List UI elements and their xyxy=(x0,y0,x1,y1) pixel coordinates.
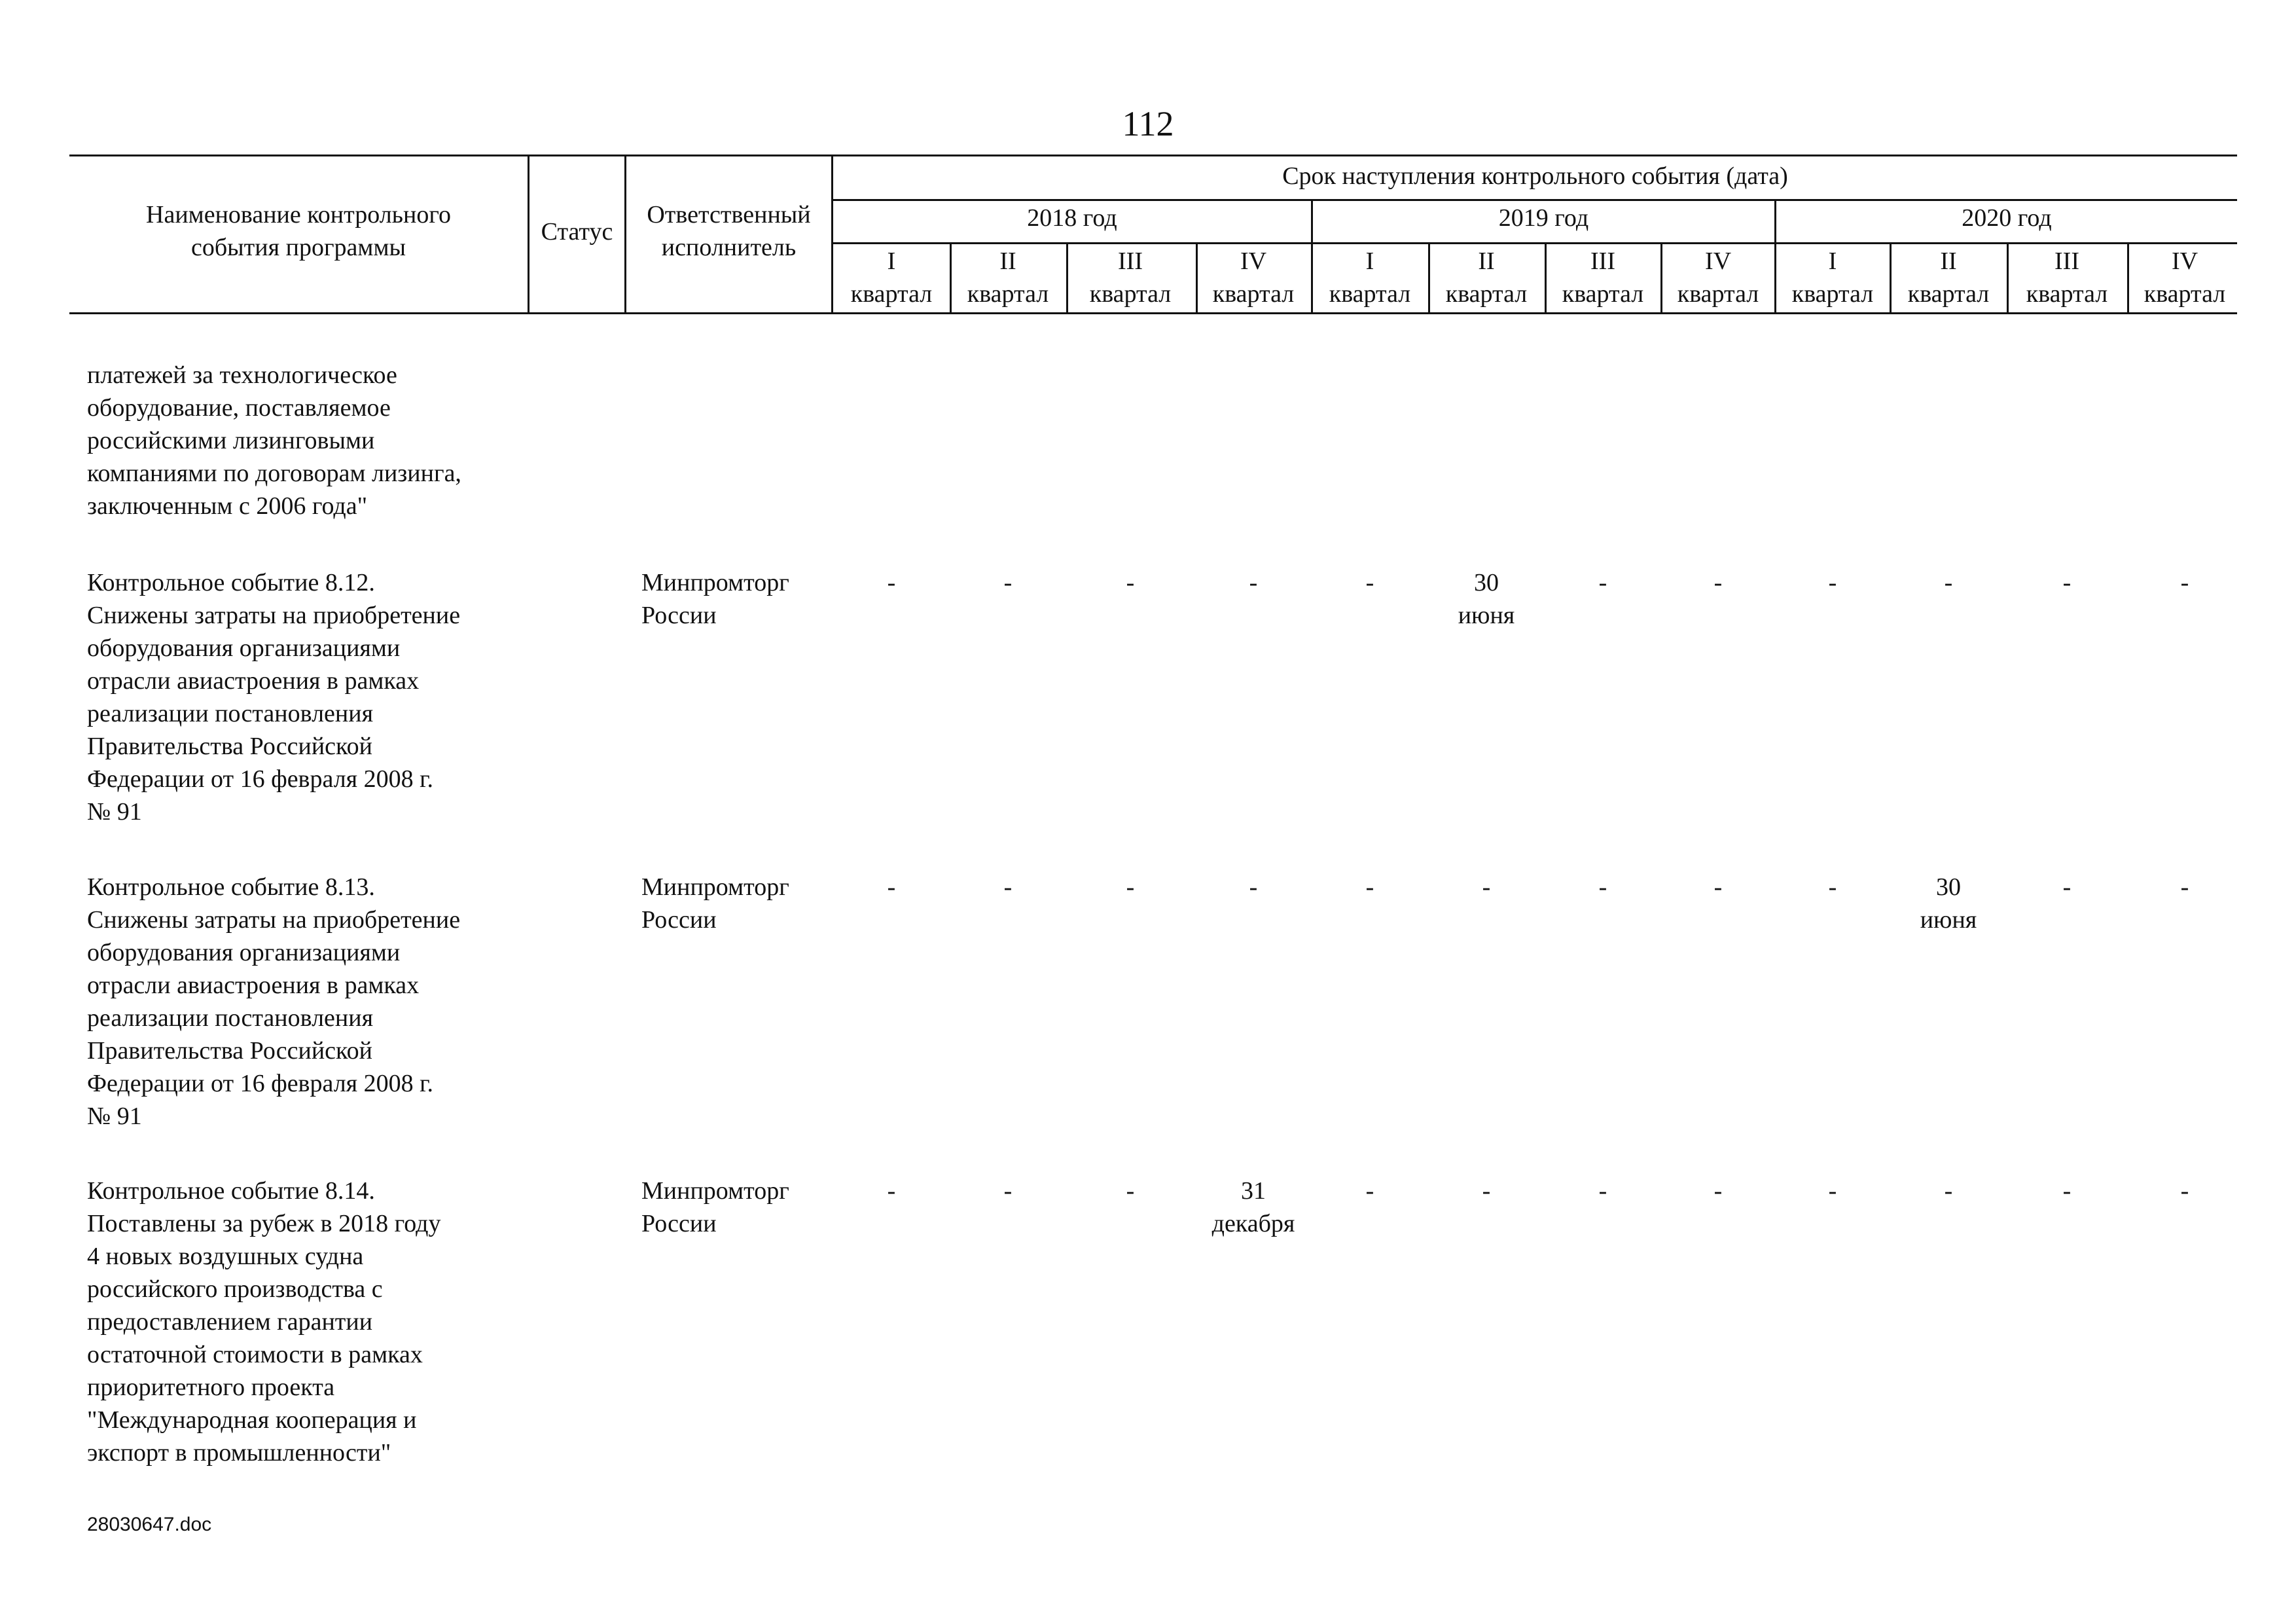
header-executor xyxy=(626,198,831,264)
event-name-line: приоритетного проекта xyxy=(87,1374,335,1401)
quarter-value-line: - xyxy=(2180,873,2189,901)
table-header-bottom-line xyxy=(69,312,2237,314)
quarter-header xyxy=(2126,245,2244,310)
header-dates: Срок наступления контрольного события (дата) xyxy=(1282,162,1788,190)
quarter-numeral: II xyxy=(1478,247,1495,275)
quarter-value xyxy=(949,1175,1067,1207)
quarter-value xyxy=(2008,871,2126,903)
quarter-value xyxy=(1659,566,1777,599)
quarter-numeral: IV xyxy=(2171,247,2198,275)
event-name-line: Контрольное событие 8.14. xyxy=(87,1177,375,1205)
quarter-value-line: 30 xyxy=(1936,873,1961,901)
quarter-header xyxy=(1544,245,1662,310)
quarter-value-line: - xyxy=(1598,1177,1607,1205)
quarter-numeral: IV xyxy=(1240,247,1267,275)
quarter-value xyxy=(833,1175,950,1207)
quarter-header xyxy=(833,245,950,310)
event-name-line: заключенным с 2006 года" xyxy=(87,492,368,520)
header-executor-line: Ответственный xyxy=(647,201,811,228)
executor-line: России xyxy=(641,906,717,934)
quarter-numeral: II xyxy=(999,247,1016,275)
quarter-numeral: II xyxy=(1940,247,1957,275)
quarter-word: квартал xyxy=(1445,280,1528,308)
event-name-line: Федерации от 16 февраля 2008 г. xyxy=(87,765,433,793)
quarter-value xyxy=(1544,566,1662,599)
quarter-word: квартал xyxy=(1677,280,1759,308)
quarter-value-line: - xyxy=(2180,569,2189,596)
quarter-value-line: - xyxy=(2062,1177,2072,1205)
header-name xyxy=(69,198,528,264)
event-name xyxy=(87,871,532,1133)
quarter-value-line: - xyxy=(1482,1177,1491,1205)
quarter-value xyxy=(1659,1175,1777,1207)
quarter-value xyxy=(1890,566,2007,599)
event-name-line: № 91 xyxy=(87,798,142,826)
quarter-value-line: - xyxy=(1944,1177,1953,1205)
event-name-line: 4 новых воздушных судна xyxy=(87,1243,364,1270)
quarter-value-line: - xyxy=(1003,569,1013,596)
quarter-value xyxy=(949,566,1067,599)
document-id: 28030647.doc xyxy=(87,1514,212,1535)
quarter-value xyxy=(1544,1175,1662,1207)
quarter-header xyxy=(1774,245,1892,310)
quarter-value-line: - xyxy=(1365,873,1374,901)
event-name-line: Снижены затраты на приобретение xyxy=(87,602,461,629)
event-name-line: реализации постановления xyxy=(87,1004,374,1032)
page-number: 112 xyxy=(1122,104,1174,143)
quarter-word: квартал xyxy=(1791,280,1874,308)
quarter-value xyxy=(1427,871,1545,903)
table-top-line xyxy=(69,155,2237,156)
quarter-header xyxy=(1890,245,2007,310)
quarter-value-line: - xyxy=(1482,873,1491,901)
event-name-line: "Международная кооперация и xyxy=(87,1406,417,1434)
quarter-header xyxy=(1659,245,1777,310)
quarter-value xyxy=(2008,1175,2126,1207)
quarter-value xyxy=(833,871,950,903)
executor-line: России xyxy=(641,1210,717,1237)
quarter-word: квартал xyxy=(1907,280,1990,308)
year-2019: 2019 год xyxy=(1498,204,1589,232)
executor-line: Минпромторг xyxy=(641,1177,789,1205)
event-name-line: реализации постановления xyxy=(87,700,374,727)
quarter-value-line: - xyxy=(2180,1177,2189,1205)
responsible-executor xyxy=(641,1175,789,1240)
year-2020: 2020 год xyxy=(1962,204,2052,232)
quarter-value-line: - xyxy=(1598,569,1607,596)
quarter-value-line: 31 xyxy=(1241,1177,1266,1205)
quarter-word: квартал xyxy=(850,280,933,308)
executor-line: Минпромторг xyxy=(641,873,789,901)
quarter-value-line: - xyxy=(1126,873,1135,901)
event-name-line: Снижены затраты на приобретение xyxy=(87,906,461,934)
quarter-numeral: I xyxy=(1365,247,1374,275)
quarter-numeral: III xyxy=(2054,247,2079,275)
event-name-line: Поставлены за рубеж в 2018 году xyxy=(87,1210,441,1237)
quarter-value-line: - xyxy=(1713,873,1723,901)
quarter-value-line: - xyxy=(1713,569,1723,596)
executor-line: России xyxy=(641,602,717,629)
quarter-word: квартал xyxy=(967,280,1049,308)
quarter-header xyxy=(1427,245,1545,310)
event-name-line: российскими лизинговыми xyxy=(87,427,375,454)
quarter-value-line: - xyxy=(1003,1177,1013,1205)
quarter-header xyxy=(1194,245,1312,310)
quarter-value xyxy=(1890,871,2007,936)
quarter-value xyxy=(2126,1175,2244,1207)
quarter-word: квартал xyxy=(1212,280,1295,308)
quarter-value-line: - xyxy=(1828,873,1837,901)
quarter-value xyxy=(833,566,950,599)
quarter-value-line: - xyxy=(1365,1177,1374,1205)
quarter-value xyxy=(1311,566,1429,599)
quarter-value xyxy=(1311,1175,1429,1207)
quarter-value-line: 30 xyxy=(1474,569,1499,596)
quarter-value-line: - xyxy=(2062,569,2072,596)
quarter-header xyxy=(1071,245,1189,310)
quarter-value-line: - xyxy=(1126,569,1135,596)
event-name-line: Федерации от 16 февраля 2008 г. xyxy=(87,1070,433,1097)
quarter-value xyxy=(2126,566,2244,599)
quarter-value xyxy=(1774,871,1892,903)
quarter-value xyxy=(1774,566,1892,599)
quarter-value xyxy=(949,871,1067,903)
quarter-value-line: июня xyxy=(1920,906,1977,934)
header-executor-line: исполнитель xyxy=(661,234,797,261)
quarter-value-line: - xyxy=(1828,1177,1837,1205)
quarter-header xyxy=(2008,245,2126,310)
quarter-value-line: - xyxy=(1126,1177,1135,1205)
quarter-value xyxy=(1427,566,1545,632)
header-name-line: Наименование контрольного xyxy=(146,201,451,228)
quarter-value-line: июня xyxy=(1458,602,1515,629)
event-name xyxy=(87,1175,532,1469)
event-name-line: предоставлением гарантии xyxy=(87,1308,373,1336)
event-name-line: отрасли авиастроения в рамках xyxy=(87,972,420,999)
quarter-header xyxy=(1311,245,1429,310)
quarter-word: квартал xyxy=(1329,280,1411,308)
quarter-numeral: I xyxy=(887,247,896,275)
quarter-numeral: III xyxy=(1118,247,1143,275)
event-name xyxy=(87,359,532,522)
quarter-value xyxy=(2126,871,2244,903)
quarter-value-line: - xyxy=(1713,1177,1723,1205)
quarter-value xyxy=(2008,566,2126,599)
event-name-line: компаниями по договорам лизинга, xyxy=(87,460,461,487)
quarter-value xyxy=(1071,1175,1189,1207)
event-name-line: платежей за технологическое xyxy=(87,361,397,389)
quarter-value-line: - xyxy=(1598,873,1607,901)
quarter-word: квартал xyxy=(2026,280,2108,308)
quarter-word: квартал xyxy=(2144,280,2226,308)
event-name-line: оборудования организациями xyxy=(87,634,401,662)
quarter-value-line: - xyxy=(1944,569,1953,596)
responsible-executor xyxy=(641,566,789,632)
quarter-value-line: декабря xyxy=(1211,1210,1295,1237)
dates-header-underline xyxy=(831,199,2237,201)
event-name-line: оборудования организациями xyxy=(87,939,401,966)
header-name-line: события программы xyxy=(190,234,406,261)
quarter-value xyxy=(1194,566,1312,599)
event-name-line: Правительства Российской xyxy=(87,733,372,760)
quarter-value-line: - xyxy=(2062,873,2072,901)
quarter-value-line: - xyxy=(887,873,896,901)
event-name-line: российского производства с xyxy=(87,1275,383,1303)
event-name-line: № 91 xyxy=(87,1103,142,1130)
quarter-value xyxy=(1194,1175,1312,1240)
event-name-line: оборудование, поставляемое xyxy=(87,394,391,422)
executor-line: Минпромторг xyxy=(641,569,789,596)
quarter-value-line: - xyxy=(1249,569,1258,596)
quarter-numeral: I xyxy=(1828,247,1837,275)
event-name-line: Контрольное событие 8.13. xyxy=(87,873,375,901)
quarter-value-line: - xyxy=(1365,569,1374,596)
event-name-line: Правительства Российской xyxy=(87,1037,372,1065)
year-2018: 2018 год xyxy=(1027,204,1117,232)
quarter-numeral: IV xyxy=(1704,247,1732,275)
event-name-line: экспорт в промышленности" xyxy=(87,1439,391,1467)
quarter-value xyxy=(1071,566,1189,599)
quarter-value xyxy=(1659,871,1777,903)
years-underline xyxy=(831,242,2237,244)
event-name-line: Контрольное событие 8.12. xyxy=(87,569,375,596)
event-name-line: отрасли авиастроения в рамках xyxy=(87,667,420,695)
header-status: Статус xyxy=(541,218,613,246)
quarter-value xyxy=(1890,1175,2007,1207)
quarter-value-line: - xyxy=(1003,873,1013,901)
quarter-value-line: - xyxy=(887,569,896,596)
quarter-value-line: - xyxy=(1249,873,1258,901)
quarter-value xyxy=(1071,871,1189,903)
quarter-word: квартал xyxy=(1089,280,1172,308)
quarter-numeral: III xyxy=(1590,247,1615,275)
quarter-value xyxy=(1311,871,1429,903)
quarter-value xyxy=(1427,1175,1545,1207)
responsible-executor xyxy=(641,871,789,936)
quarter-value xyxy=(1774,1175,1892,1207)
quarter-value-line: - xyxy=(887,1177,896,1205)
event-name-line: остаточной стоимости в рамках xyxy=(87,1341,423,1368)
quarter-word: квартал xyxy=(1562,280,1644,308)
quarter-value xyxy=(1194,871,1312,903)
event-name xyxy=(87,566,532,828)
quarter-value-line: - xyxy=(1828,569,1837,596)
quarter-header xyxy=(949,245,1067,310)
quarter-value xyxy=(1544,871,1662,903)
